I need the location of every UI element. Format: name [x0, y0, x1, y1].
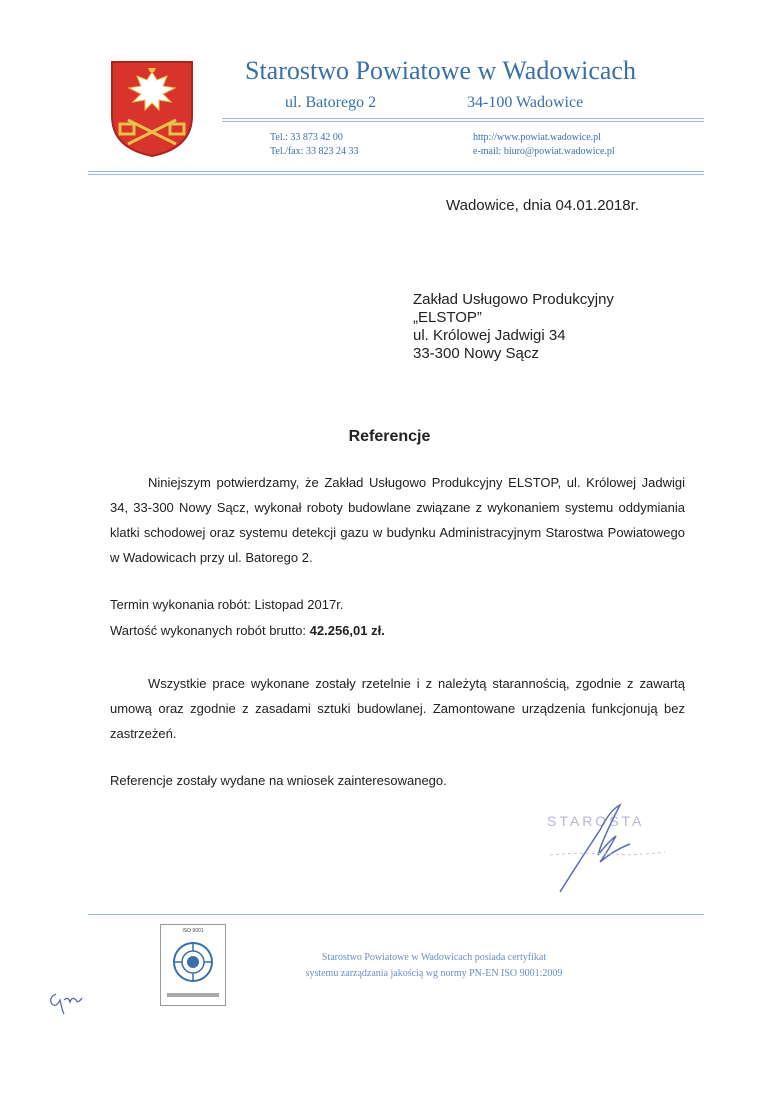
- recipient-address: [413, 291, 614, 363]
- value-line: [110, 623, 385, 638]
- header-rule-bottom-2: [88, 174, 704, 175]
- value-amount: 42.256,01 zł.: [309, 623, 385, 638]
- document-title: Referencje: [348, 428, 431, 445]
- recipient-line: ul. Królowej Jadwigi 34: [413, 327, 566, 344]
- office-online: [473, 131, 615, 159]
- certificate-note: [264, 950, 604, 982]
- footer-rule: [88, 914, 704, 915]
- certificate-line: systemu zarządzania jakością wg normy PN-EN ISO 9001:2009: [305, 968, 563, 979]
- office-fax: Tel./fax: 33 823 24 33: [270, 146, 359, 157]
- office-website: http://www.powiat.wadowice.pl: [473, 132, 601, 143]
- header-rule-bottom: [88, 171, 704, 172]
- signature-image: [540, 800, 680, 900]
- recipient-line: „ELSTOP”: [413, 309, 482, 326]
- office-phones: [270, 131, 358, 159]
- office-phone: Tel.: 33 873 42 00: [270, 132, 343, 143]
- recipient-line: Zakład Usługowo Produkcyjny: [413, 291, 614, 308]
- paragraph-quality: Wszystkie prace wykonane zostały rzetelnie i z należytą starannością, zgodnie z zawartą umową oraz zgodnie z zasadami sztuki budowlanej. Zamontowane urządzenia funkcjonują bez zastrzeżeń.: [110, 676, 685, 741]
- iso-caption-bar: [167, 993, 219, 997]
- office-street: ul. Batorego 2: [285, 94, 377, 111]
- header-rule-top-2: [222, 121, 704, 122]
- certificate-line: Starostwo Powiatowe w Wadowicach posiada certyfikat: [321, 952, 547, 963]
- iso-certificate-badge: [160, 924, 226, 1006]
- coat-of-arms-logo: [108, 58, 196, 158]
- initials-scribble-icon: [46, 984, 86, 1020]
- paragraph-confirmation: Niniejszym potwierdzamy, że Zakład Usługowo Produkcyjny ELSTOP, ul. Królowej Jadwigi 34, 33-300 Nowy Sącz, wykonał roboty budowlane związane z wykonaniem systemu oddymiania klatki schodowej oraz systemu detekcji gazu w budynku Administracyjnym Starostwa Powiatowego w Wadowicach przy ul. Batorego 2.: [110, 475, 685, 565]
- closing-line: Referencje zostały wydane na wniosek zainteresowanego.: [110, 773, 447, 788]
- header-rule-top: [222, 118, 704, 119]
- term-line: Termin wykonania robót: Listopad 2017r.: [110, 597, 344, 612]
- certification-seal-icon: [172, 941, 214, 983]
- value-label: Wartość wykonanych robót brutto:: [110, 623, 310, 638]
- recipient-line: 33-300 Nowy Sącz: [413, 345, 539, 362]
- date-line: Wadowice, dnia 04.01.2018r.: [446, 197, 639, 214]
- stamp-title: STAROSTA: [547, 813, 645, 829]
- office-postal-city: 34-100 Wadowice: [467, 94, 584, 111]
- iso-label: ISO 9001: [182, 928, 204, 934]
- office-email: e-mail: biuro@powiat.wadowice.pl: [473, 146, 615, 157]
- office-name: Starostwo Powiatowe w Wadowicach: [245, 56, 636, 85]
